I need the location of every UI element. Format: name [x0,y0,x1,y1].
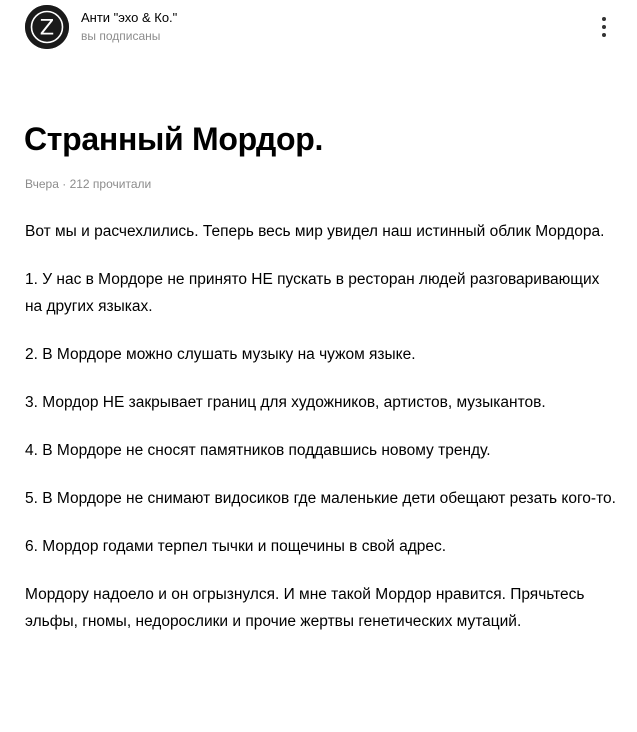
view-count: 212 прочитали [69,177,152,191]
paragraph-conclusion: Мордору надоело и он огрызнулся. И мне такой Мордор нравится. Прячьтесь эльфы, гномы, недорослики и прочие жертвы генетических мутаций. [25,586,585,630]
z-logo-icon [25,5,69,49]
channel-name[interactable]: Анти "эхо & Ко." [81,10,178,25]
paragraph-intro: Вот мы и расчехлились. Теперь весь мир увидел наш истинный облик Мордора. [25,223,605,240]
paragraph-point-2: 2. В Мордоре можно слушать музыку на чужом языке. [25,346,416,363]
article-meta [25,177,151,191]
paragraph-point-3: 3. Мордор НЕ закрывает границ для художников, артистов, музыкантов. [25,394,546,411]
meta-separator: · [62,177,67,191]
article-title: Странный Мордор. [24,121,324,157]
paragraph-point-1: 1. У нас в Мордоре не принято НЕ пускать в ресторан людей разговаривающих на других языках. [25,271,600,315]
avatar-letter: Z [39,15,55,40]
more-options-button[interactable] [592,12,616,42]
paragraph-point-6: 6. Мордор годами терпел тычки и пощечины в свой адрес. [25,538,447,555]
channel-header [0,0,637,56]
more-vertical-icon-dot [602,25,606,29]
subscription-status: вы подписаны [81,29,161,43]
publish-date: Вчера [25,177,59,191]
more-vertical-icon-dot [602,33,606,37]
paragraph-point-4: 4. В Мордоре не сносят памятников поддавшись новому тренду. [25,442,491,459]
more-vertical-icon-dot [602,17,606,21]
article-body [25,218,620,656]
paragraph-point-5: 5. В Мордоре не снимают видосиков где маленькие дети обещают резать кого-то. [25,490,616,507]
channel-avatar[interactable] [25,5,69,49]
